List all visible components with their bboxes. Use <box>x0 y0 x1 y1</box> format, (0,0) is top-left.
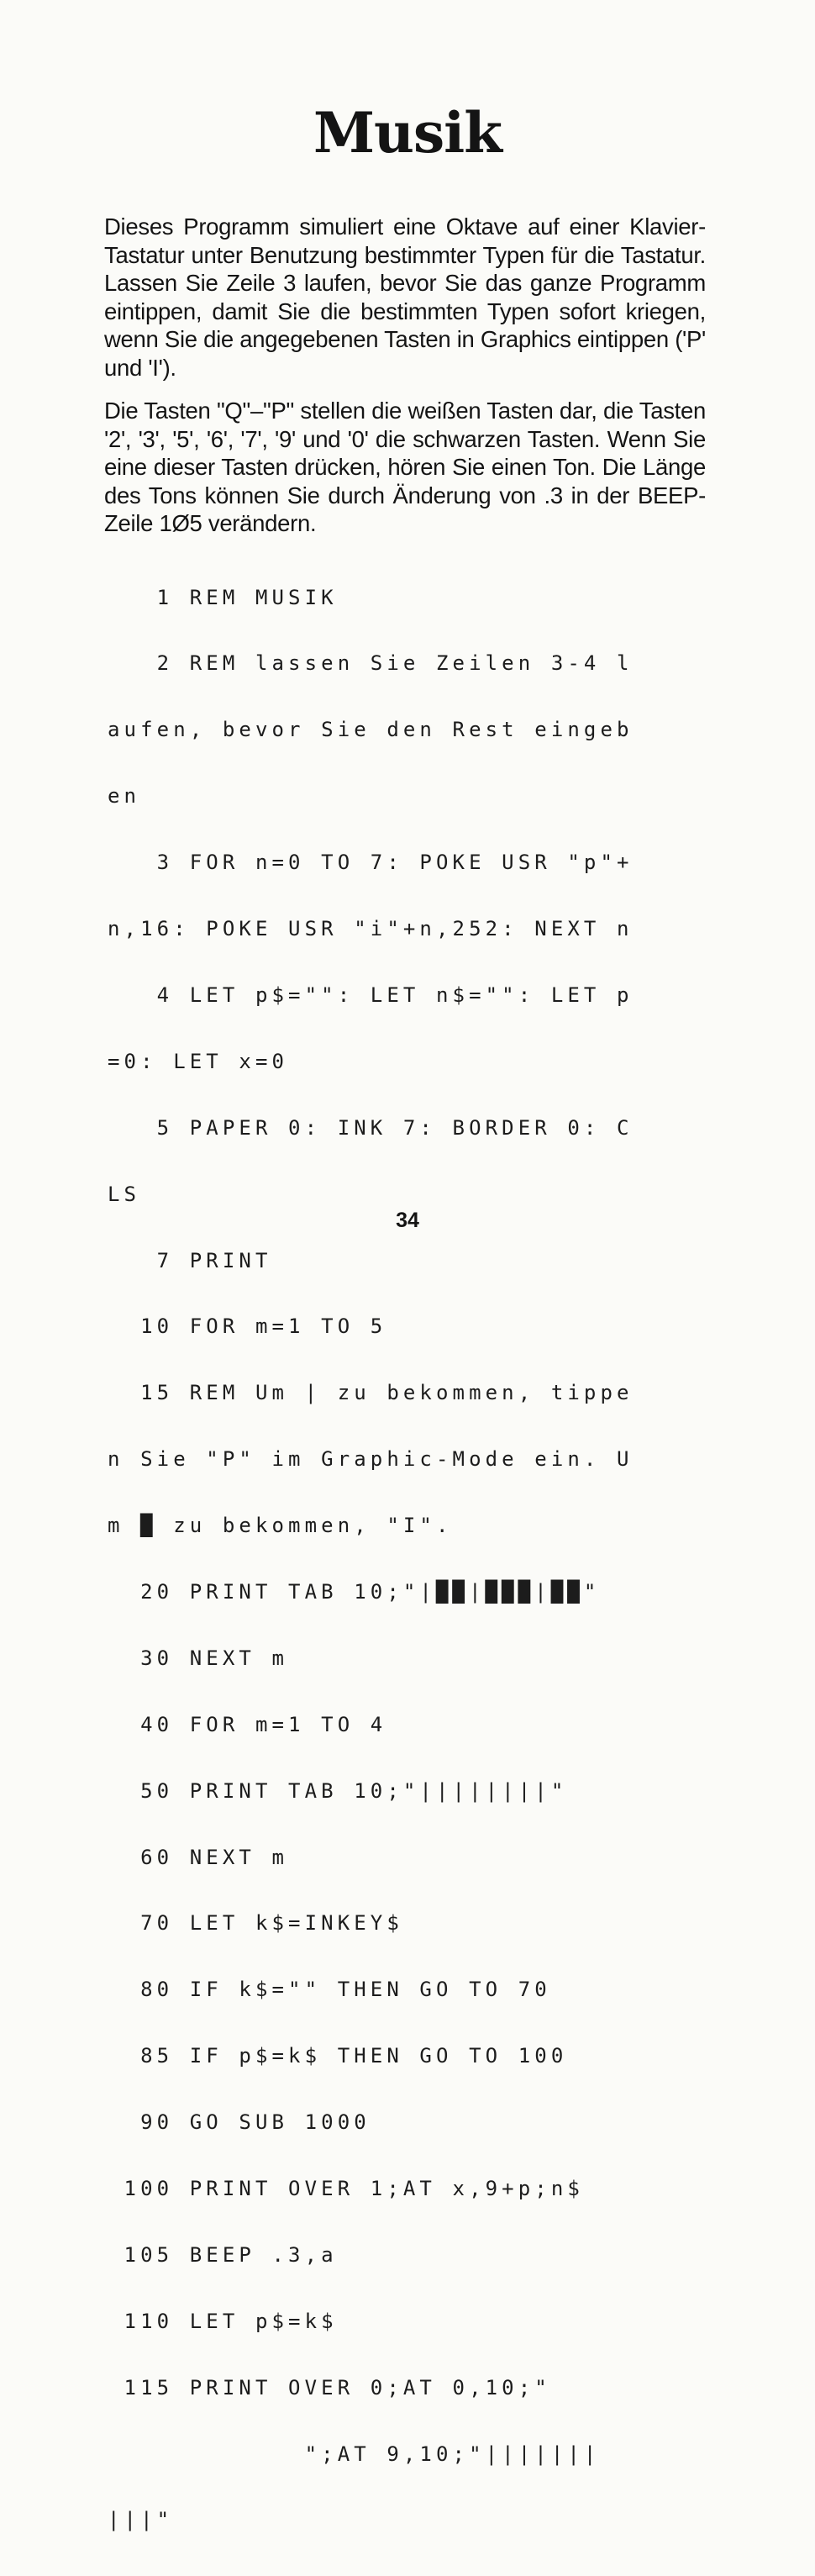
code-line: 30 NEXT m <box>108 1646 289 1670</box>
code-line: ";AT 9,10;"||||||| <box>108 2442 601 2466</box>
code-line: n,16: POKE USR "i"+n,252: NEXT n <box>108 917 634 941</box>
code-line: 80 IF k$="" THEN GO TO 70 <box>108 1978 551 2002</box>
code-line: LS <box>108 1182 141 1206</box>
page-number: 34 <box>396 1209 419 1232</box>
code-line: 15 REM Um | zu bekommen, tippe <box>108 1381 634 1405</box>
code-line: 100 PRINT OVER 1;AT x,9+p;n$ <box>108 2176 584 2200</box>
code-line: aufen, bevor Sie den Rest eingeb <box>108 718 634 742</box>
code-line: 2 REM lassen Sie Zeilen 3-4 l <box>108 651 634 676</box>
code-line: 115 PRINT OVER 0;AT 0,10;" <box>108 2375 551 2400</box>
code-line: m █ zu bekommen, "I". <box>108 1514 453 1538</box>
code-line: 105 BEEP .3,a <box>108 2242 338 2267</box>
keys-paragraph: Die Tasten "Q"–"P" stellen die weißen Tasten dar, die Tasten '2', '3', '5', '6', '7', '9' und '0' die schwarzen Tasten. Wenn Sie eine dieser Tasten drücken, hören Sie einen Ton. Die Länge des Tons können Sie durch Änderung von .3 in der BEEP-Zeile 1Ø5 verändern. <box>104 398 706 536</box>
intro-paragraph: Dieses Programm simuliert eine Oktave auf einer Klavier-Tastatur unter Benutzung bestimmter Typen für die Tastatur. Lassen Sie Zeile 3 laufen, bevor Sie das ganze Programm eintippen, damit Sie die bestimmten Typen sofort kriegen, wenn Sie die angegebenen Tasten in Graphics eintippen ('P' und 'I'). <box>104 213 706 381</box>
code-line: =0: LET x=0 <box>108 1049 289 1073</box>
code-line: 40 FOR m=1 TO 4 <box>108 1712 387 1736</box>
code-line: 90 GO SUB 1000 <box>108 2110 371 2135</box>
code-line: 60 NEXT m <box>108 1845 289 1869</box>
code-line: 7 PRINT <box>108 1248 272 1272</box>
code-line: n Sie "P" im Graphic-Mode ein. U <box>108 1447 634 1472</box>
code-line: 50 PRINT TAB 10;"||||||||" <box>108 1778 568 1803</box>
code-line: 5 PAPER 0: INK 7: BORDER 0: C <box>108 1115 634 1140</box>
code-line: 70 LET k$=INKEY$ <box>108 1911 403 1936</box>
code-line: 110 LET p$=k$ <box>108 2309 338 2333</box>
basic-program-listing <box>108 542 634 2575</box>
code-line: |||" <box>108 2508 174 2532</box>
page-title: Musik <box>313 100 502 166</box>
code-line: 3 FOR n=0 TO 7: POKE USR "p"+ <box>108 851 634 875</box>
code-line: 4 LET p$="": LET n$="": LET p <box>108 982 634 1007</box>
code-line: en <box>108 784 141 809</box>
code-line: 20 PRINT TAB 10;"|██|███|██" <box>108 1579 601 1604</box>
code-line: 85 IF p$=k$ THEN GO TO 100 <box>108 2044 568 2068</box>
code-line: 1 REM MUSIK <box>108 585 338 609</box>
code-line: 10 FOR m=1 TO 5 <box>108 1314 387 1339</box>
